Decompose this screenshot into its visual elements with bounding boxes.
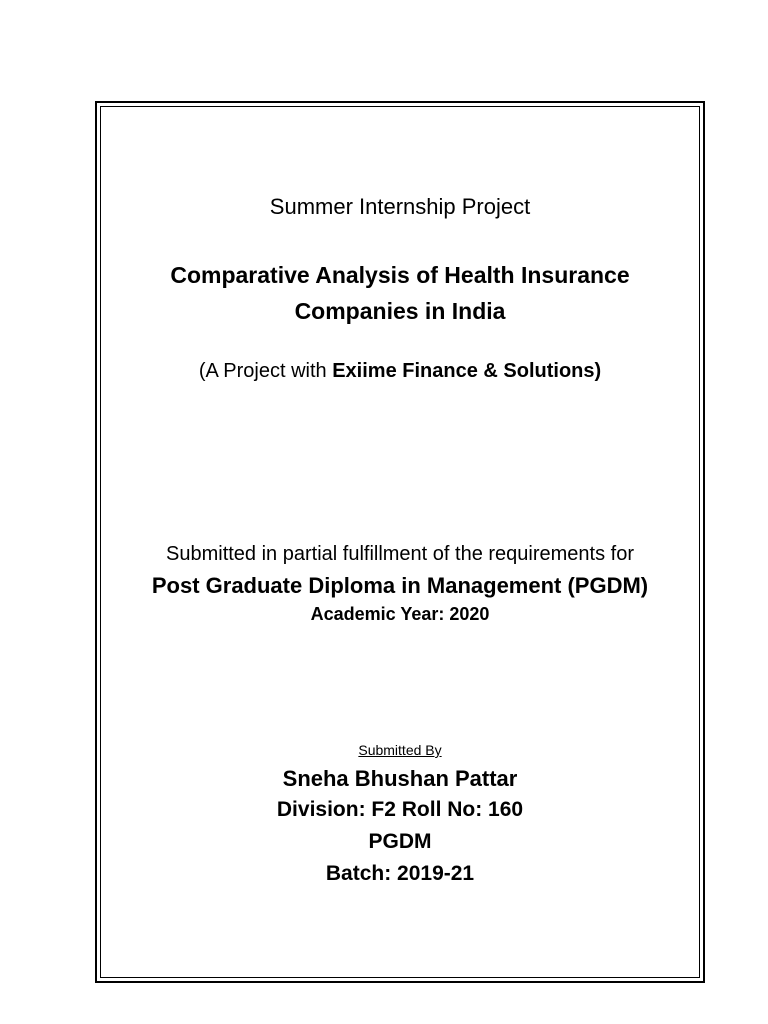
program-name: PGDM [368, 830, 432, 853]
project-type-heading: Summer Internship Project [269, 194, 531, 219]
degree-name: Post Graduate Diploma in Management (PGDM) [151, 573, 649, 598]
student-name: Sneha Bhushan Pattar [282, 766, 518, 791]
project-title-line1: Comparative Analysis of Health Insurance [170, 262, 630, 288]
submitted-by-label: Submitted By [358, 742, 442, 758]
division-roll: Division: F2 Roll No: 160 [276, 798, 524, 821]
partner-line [100, 360, 700, 383]
partner-prefix: (A Project with [198, 360, 333, 382]
project-title-line2: Companies in India [294, 298, 506, 324]
partner-name: Exiime Finance & Solutions) [332, 360, 602, 382]
project-title [100, 257, 700, 329]
batch-years: Batch: 2019-21 [325, 862, 475, 885]
fulfillment-statement: Submitted in partial fulfillment of the requirements for [166, 543, 634, 565]
academic-year: Academic Year: 2020 [310, 604, 490, 624]
